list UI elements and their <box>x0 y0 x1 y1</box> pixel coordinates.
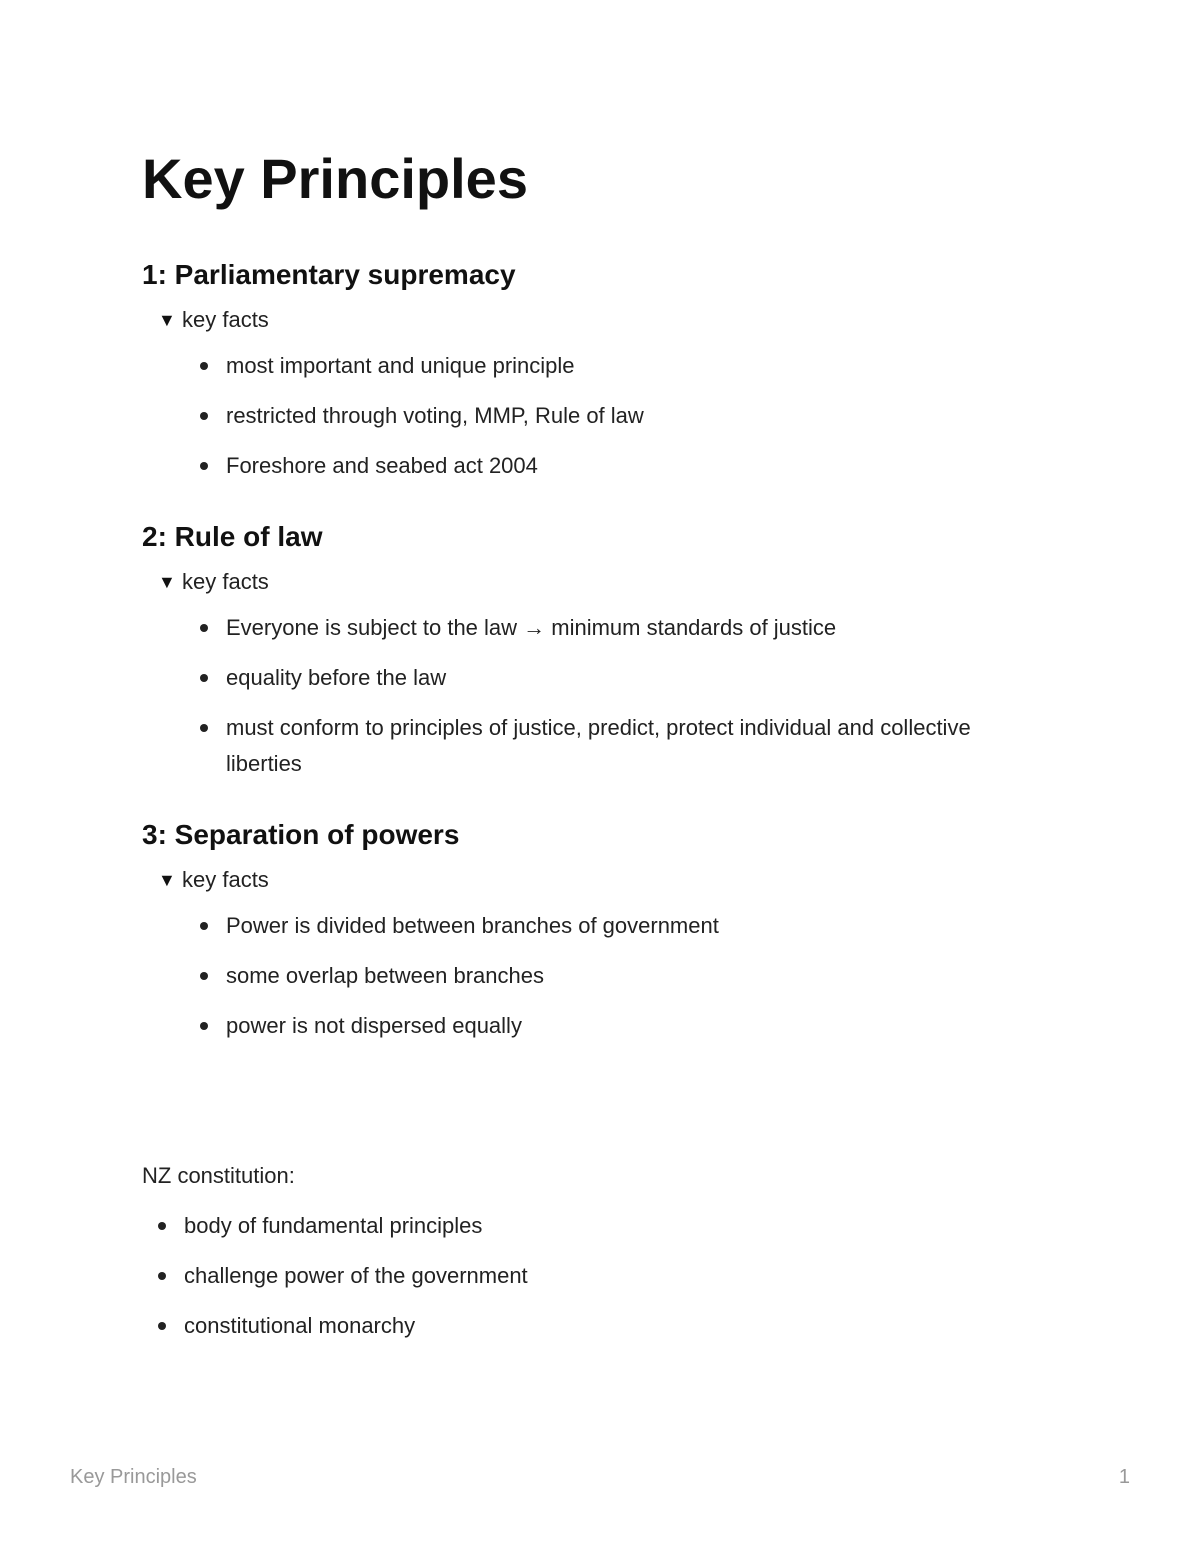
key-facts-toggle[interactable] <box>158 306 1102 334</box>
section-separation-of-powers <box>142 818 1102 1044</box>
section-heading: 3: Separation of powers <box>142 819 460 850</box>
bullet-icon <box>200 624 208 632</box>
section-heading: 1: Parliamentary supremacy <box>142 259 516 290</box>
section-nz-constitution <box>142 1158 1102 1344</box>
key-facts-list <box>200 348 1020 484</box>
triangle-down-icon: ▼ <box>158 310 176 330</box>
key-facts-toggle[interactable] <box>158 568 1102 596</box>
bullet-icon <box>200 922 208 930</box>
key-facts-list <box>200 610 1020 782</box>
list-item: equality before the law <box>200 660 1020 696</box>
list-item: Foreshore and seabed act 2004 <box>200 448 1020 484</box>
key-facts-list <box>200 908 1020 1044</box>
section-heading: 2: Rule of law <box>142 521 323 552</box>
list-item: some overlap between branches <box>200 958 1020 994</box>
bullet-icon <box>200 674 208 682</box>
toggle-label: key facts <box>182 867 269 892</box>
section-parliamentary-supremacy <box>142 258 1102 484</box>
list-item: Everyone is subject to the law → minimum standards of justice <box>200 610 1020 646</box>
toggle-label: key facts <box>182 569 269 594</box>
list-item: constitutional monarchy <box>158 1308 1042 1344</box>
bullet-icon <box>200 724 208 732</box>
constitution-label: NZ constitution: <box>142 1163 295 1188</box>
constitution-list <box>142 1208 1042 1344</box>
list-item: most important and unique principle <box>200 348 1020 384</box>
list-item: power is not dispersed equally <box>200 1008 1020 1044</box>
bullet-icon <box>200 412 208 420</box>
bullet-icon <box>200 1022 208 1030</box>
bullet-icon <box>158 1322 166 1330</box>
list-item: Power is divided between branches of government <box>200 908 1020 944</box>
list-item: challenge power of the government <box>158 1258 1042 1294</box>
bullet-icon <box>200 362 208 370</box>
triangle-down-icon: ▼ <box>158 870 176 890</box>
page-number: 1 <box>1118 1466 1130 1488</box>
bullet-icon <box>200 972 208 980</box>
page-title: Key Principles <box>142 147 528 210</box>
list-item: restricted through voting, MMP, Rule of law <box>200 398 1020 434</box>
footer-title: Key Principles <box>70 1466 197 1488</box>
bullet-icon <box>158 1272 166 1280</box>
bullet-icon <box>158 1222 166 1230</box>
key-facts-toggle[interactable] <box>158 866 1102 894</box>
bullet-icon <box>200 462 208 470</box>
list-item: body of fundamental principles <box>158 1208 1042 1244</box>
list-item: must conform to principles of justice, predict, protect individual and collective liberties <box>200 710 1020 782</box>
toggle-label: key facts <box>182 307 269 332</box>
section-rule-of-law <box>142 520 1102 782</box>
triangle-down-icon: ▼ <box>158 572 176 592</box>
